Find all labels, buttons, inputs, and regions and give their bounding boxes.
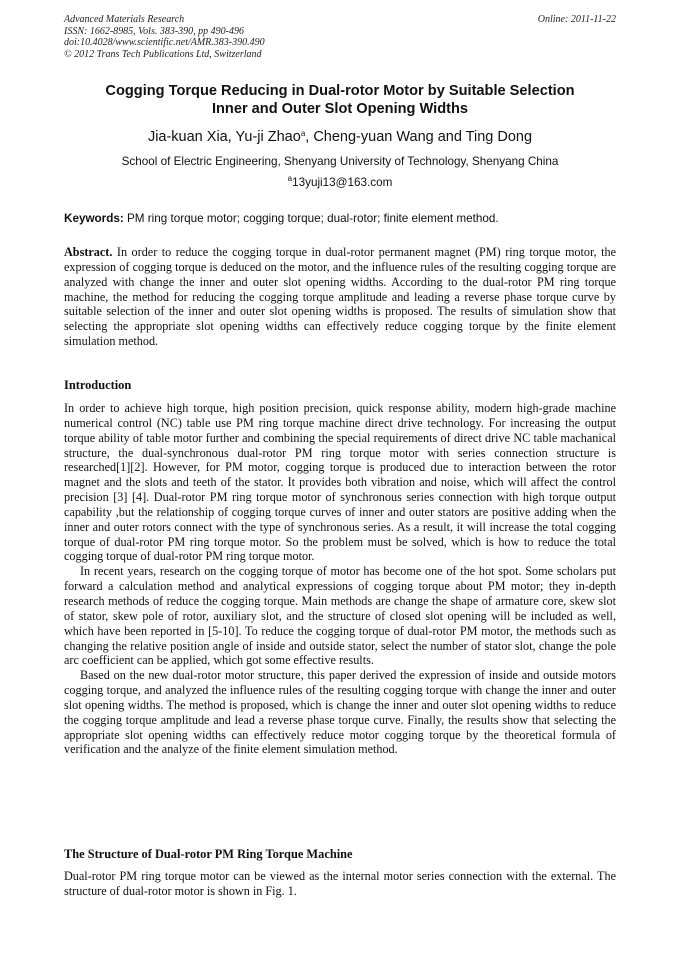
authors-part-1: Jia-kuan Xia, Yu-ji Zhao bbox=[147, 129, 301, 145]
journal-name: Advanced Materials Research bbox=[64, 14, 185, 25]
title-line-2: Inner and Outer Slot Opening Widths bbox=[211, 101, 469, 117]
email-mark: a bbox=[287, 174, 293, 183]
issn-line: ISSN: 1662-8985, Vols. 383-390, pp 490-496 bbox=[64, 25, 244, 37]
authors-part-2: , Cheng-yuan Wang and Ting Dong bbox=[305, 129, 533, 145]
paragraph: Based on the new dual-rotor motor structure, this paper derived the expression of inside and outside motors cogging torque, and analyzed the influence rules of the resulting cogging torque with change the inner and outer slot opening widths. The method is proposed, which is change the inner and outer slot opening widths to reduce the cogging torque amplitude and lead a reverse phase torque curve. Finally, the results show that selecting the appropriate slot opening widths can effectively reduce motor cogging torque by the theoretical formula of verification and the analyze of the finite element simulation method. bbox=[64, 668, 616, 757]
contact-email bbox=[64, 175, 616, 191]
paragraph: In order to achieve high torque, high position precision, quick response ability, modern high-grade machine numerical control (NC) table use PM ring torque machine direct drive technology. For increasing the output torque ability of table motor further and combining the special requirements of direct drive NC table machanical structure, the dual-synchronous dual-rotor PM ring torque motor with series connection structure is researched[1][2]. However, for PM motor, cogging torque is produced due to interaction between the rotor magnet and the slots and teeth of the stator. It provides both vibration and noise, which will affect the control precision [3] [4]. Dual-rotor PM ring torque motor of synchronous series connection with high torque output capability ,but the relationship of cogging torque curves of inner and outer stators are positive adding when the inner and outer rotors connect with the type of synchronous series. As a result, it will increase the total cogging torque of dual-rotor PM ring torque motor. So the problem must be solved, which is how to reduce the total cogging torque of dual-rotor PM ring torque motor. bbox=[64, 401, 616, 564]
copyright-line: © 2012 Trans Tech Publications Ltd, Switzerland bbox=[64, 48, 262, 60]
keywords-text: PM ring torque motor; cogging torque; dual-rotor; finite element method. bbox=[127, 212, 499, 225]
abstract-text: In order to reduce the cogging torque in dual-rotor permanent magnet (PM) ring torque motor, the expression of cogging torque is deduced on the motor, and the influence rules of the resulting cogging torque are analyzed with change the inner and outer slot opening widths. According to the dual-rotor PM ring torque machine, the method for reducing the cogging torque amplitude and leading a reverse phase torque curve by suitable selection of the inner and outer slot opening widths is proposed. The results of simulation show that selecting the appropriate slot opening widths can effectively reduce cogging torque by the finite element simulation method. bbox=[64, 245, 617, 349]
journal-header bbox=[64, 14, 616, 60]
paragraph: Dual-rotor PM ring torque motor can be viewed as the internal motor series connection with the external. The structure of dual-rotor motor is shown in Fig. 1. bbox=[64, 869, 616, 898]
affiliation: School of Electric Engineering, Shenyang University of Technology, Shenyang China bbox=[121, 155, 559, 168]
email-address[interactable]: 13yuji13@163.com bbox=[292, 176, 393, 189]
keywords-label: Keywords: bbox=[64, 212, 124, 225]
paragraph: In recent years, research on the cogging torque of motor has become one of the hot spot. Some scholars put forward a calculation method and analytical expressions of cogging torque about PM motor; they in-depth research methods of reduce the cogging torque. Main methods are change the shape of armature core, skew slot of stator, skew pole of rotor, auxiliary slot, and the structure of closed slot opening will be included as well, which have been reported in [5-10]. To reduce the cogging torque of dual-rotor PM motor, the methods such as changing the relative position angle of inside and outside stator, select the number of stator slot, change the pole arc coefficient can be applied, which got some effective results. bbox=[64, 564, 616, 668]
author-list bbox=[64, 128, 616, 146]
abstract bbox=[64, 245, 616, 349]
paper-title bbox=[64, 82, 616, 118]
online-date: Online: 2011-11-22 bbox=[537, 14, 616, 25]
abstract-label: Abstract. bbox=[64, 245, 113, 259]
keywords bbox=[64, 211, 616, 226]
section-heading-introduction: Introduction bbox=[64, 378, 132, 392]
structure-body bbox=[64, 869, 616, 899]
title-line-1: Cogging Torque Reducing in Dual-rotor Motor by Suitable Selection bbox=[105, 83, 575, 99]
introduction-body bbox=[64, 401, 616, 757]
author-affiliation-mark: a bbox=[300, 129, 306, 138]
doi-line[interactable]: doi:10.4028/www.scientific.net/AMR.383-390.490 bbox=[64, 37, 265, 48]
section-heading-structure: The Structure of Dual-rotor PM Ring Torque Machine bbox=[64, 847, 353, 861]
